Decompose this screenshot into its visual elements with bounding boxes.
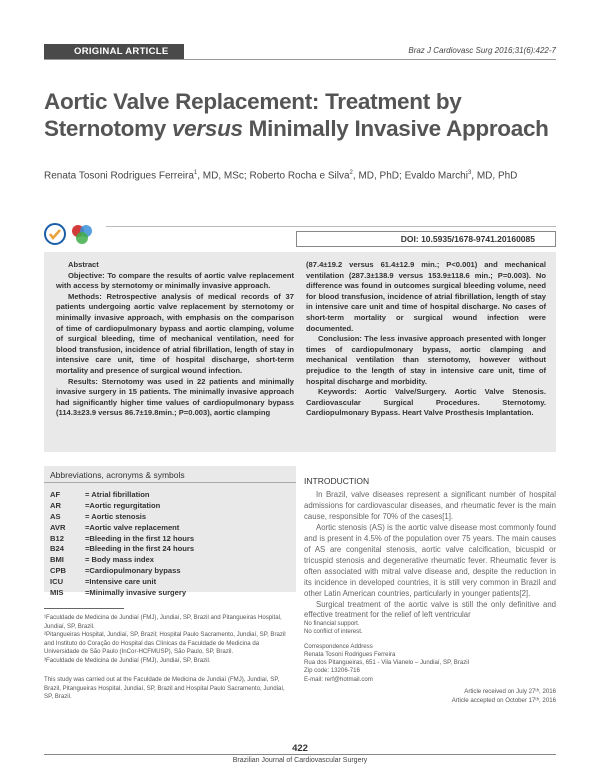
correspondence-email[interactable]: E-mail: rerf@hotmail.com	[304, 675, 373, 683]
abbreviations-rule	[44, 482, 296, 483]
header-rule	[44, 59, 556, 60]
footnote-rule	[44, 608, 124, 609]
title-line-1: Aortic Valve Replacement: Treatment by	[44, 89, 462, 114]
footer-rule	[44, 754, 556, 755]
abbreviation-row: B24 =Bleeding in the first 24 hours	[50, 544, 195, 554]
support-and-correspondence	[304, 620, 556, 684]
page-number: 422	[292, 743, 308, 754]
title-line-2: Sternotomy versus Minimally Invasive Approach	[44, 116, 549, 141]
abbreviation-row: B12 =Bleeding in the first 12 hours	[50, 533, 195, 543]
correspondence-zip: Zip code: 13206-716	[304, 667, 360, 675]
logo-divider	[106, 226, 556, 227]
abstract-conclusion: Conclusion: The less invasive approach presented with longer times of cardiopulmonary bypass, aortic clamping and mechanical ventilation than sternotomy, however without prejudice to the length of stay in intensive care unit, time of hospital discharge and morbidity.	[306, 334, 546, 386]
abbreviation-row: CPB =Cardiopulmonary bypass	[50, 566, 181, 576]
article-type-banner: ORIGINAL ARTICLE	[44, 44, 184, 60]
doi-box[interactable]: DOI: 10.5935/1678-9741.20160085	[296, 231, 556, 247]
open-access-icon	[70, 223, 94, 245]
abbreviation-row: MIS =Minimally invasive surgery	[50, 588, 187, 598]
abstract-keywords: Keywords: Aortic Valve/Surgery. Aortic Valve Stenosis. Cardiovascular Surgical Procedures. Sternotomy. Cardiopulmonary Bypass. Heart Valve Prosthesis Implantation.	[306, 387, 546, 418]
title-italic: versus	[171, 116, 243, 141]
study-location-note: This study was carried out at the Faculdade de Medicina de Jundiaí (FMJ), Jundiaí, SP, Brazil, Pitangueiras Hospital, Jundiaí, SP, Brazil and Hospital Paulo Sacramento, Jundiaí, SP, Brazil.	[44, 676, 285, 701]
author-list: Renata Tosoni Rodrigues Ferreira$^1$, MD, MSc; Roberto Rocha e Silva$^2$, MD, PhD; Evaldo Marchi$^3$, MD, PhD	[44, 170, 518, 182]
conflict-of-interest: No conflict of interest.	[304, 628, 363, 636]
abbreviations-title: Abbreviations, acronyms & symbols	[50, 470, 185, 480]
abbreviations-list	[50, 490, 290, 599]
abstract-column-left	[56, 260, 294, 419]
introduction-paragraph-1: In Brazil, valve diseases represent a significant number of hospital admissions for cardiovascular diseases, and rheumatic fever is the main cause, responsible for 70% of the cases[1].	[304, 490, 556, 521]
abbreviation-row: AR =Aortic regurgitation	[50, 500, 161, 510]
financial-support: No financial support.	[304, 620, 360, 627]
abstract-results-continued: (87.4±19.2 versus 61.4±12.9 min.; P<0.001) and mechanical ventilation (287.3±138.9 versus 153.9±118.6 min.; P=0.003). No difference was found in outcomes surgical bleeding volume, need for blood transfusion, incidence of atrial fibrillation, length of stay in intensive care unit and time of hospital discharge. No cases of short-term mortality or surgical wound infection were documented.	[306, 260, 546, 333]
abbreviation-row: AF = Atrial fibrillation	[50, 490, 150, 499]
affiliation-1: ¹Faculdade de Medicina de Jundiaí (FMJ), Jundiaí, SP, Brazil and Pitangueiras Hospital, Jundiaí, SP, Brazil.	[44, 614, 282, 630]
article-dates	[356, 688, 556, 705]
abstract-objective: Objective: To compare the results of aortic valve replacement with access by sternotomy or minimally invasive approach.	[56, 270, 294, 291]
abbreviation-row: AVR =Aortic valve replacement	[50, 522, 180, 532]
abbreviation-row: BMI = Body mass index	[50, 555, 155, 565]
crossmark-icon[interactable]	[44, 223, 66, 245]
abbreviation-row: ICU =Intensive care unit	[50, 577, 157, 587]
introduction-paragraph-2: Aortic stenosis (AS) is the aortic valve disease most commonly found and is present in 4.5% of the population over 75 years. The main causes of AS are congenital stenosis, aortic valve calcification, bicuspid or tricuspid stenosis and degenerative rheumatic fever. Rheumatic fever is often associated with mitral valve disease and, despite the reduction in its incidence in developed countries, it is still very common in Brazil and other Latin American countries, particularly in younger patients[2].	[304, 522, 556, 598]
abstract-box	[44, 252, 556, 452]
journal-name: Brazilian Journal of Cardiovascular Surgery	[232, 757, 368, 764]
affiliations	[44, 614, 294, 666]
abstract-results: Results: Sternotomy was used in 22 patients and minimally invasive surgery in 15 patients. The minimally invasive approach had significantly higher time values of cardiopulmonary bypass (114.3±23.9 versus 86.7±19.8min.; P=0.003), aortic clamping	[56, 376, 294, 418]
abstract-column-right	[306, 260, 546, 419]
introduction-heading: INTRODUCTION	[304, 476, 370, 486]
abbreviation-row: AS = Aortic stenosis	[50, 511, 147, 521]
abbreviations-box	[44, 466, 296, 598]
introduction-body	[304, 490, 556, 621]
author-1: Renata Tosoni Rodrigues Ferreira	[44, 170, 194, 182]
author-2: Roberto Rocha e Silva	[249, 170, 350, 182]
date-accepted: Article accepted on October 17ᵗʰ, 2016	[451, 696, 556, 704]
abstract-heading: Abstract	[68, 260, 99, 269]
article-title	[44, 88, 564, 142]
affiliation-2: ²Pitangueiras Hospital, Jundiaí, SP, Brazil; Hospital Paulo Sacramento, Jundiaí, SP, Brazil and Instituto do Coração do Hospital das Clínicas da Faculdade de Medicina da Universidade de São Paulo (InCor-HCFMUSP), São Paulo, SP, Brazil.	[44, 631, 286, 656]
date-received: Article received on July 27ᵗʰ, 2016	[464, 688, 556, 695]
introduction-paragraph-3: Surgical treatment of the aortic valve is still the only definitive and effective treatment for the relief of left ventricular	[304, 599, 556, 620]
abstract-methods: Methods: Retrospective analysis of medical records of 37 patients undergoing aortic valve replacement by sternotomy or minimally invasive approach, with emphasis on the comparison of time of cardiopulmonary bypass and aortic clamping, volume of surgical bleeding, time of mechanical ventilation, need for blood transfusion, incidence of atrial fibrillation, length of stay in intensive care unit, time of hospital discharge, short-term mortality and presence of surgical wound infection.	[56, 291, 294, 375]
journal-citation: Braz J Cardiovasc Surg 2016;31(6):422-7	[408, 46, 556, 55]
correspondence-name: Renata Tosoni Rodrigues Ferreira	[304, 650, 396, 658]
correspondence-address: Rua dos Pitangueiras, 651 - Vila Vianelo – Jundiaí, SP, Brazil	[304, 659, 469, 667]
correspondence-heading: Correspondence Address	[304, 642, 373, 650]
author-3: Evaldo Marchi	[404, 170, 468, 182]
affiliation-3: ³Faculdade de Medicina de Jundiaí (FMJ), Jundiaí, SP, Brazil.	[44, 656, 211, 664]
publisher-logos	[44, 222, 104, 246]
